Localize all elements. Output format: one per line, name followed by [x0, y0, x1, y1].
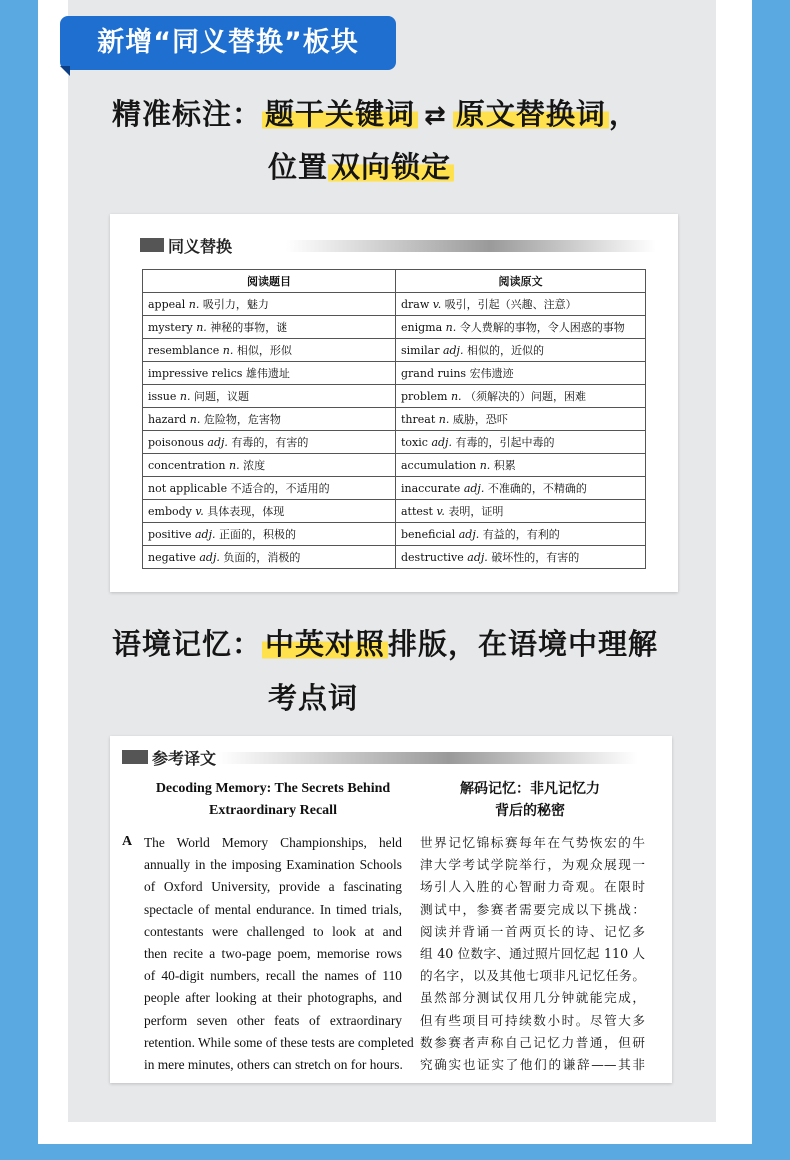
- synonym-row: [143, 362, 646, 385]
- translation-card-title-text: 参考译文: [152, 748, 217, 768]
- term-word: poisonous: [148, 436, 204, 449]
- part-of-speech: v.: [436, 505, 445, 518]
- chinese-title-line: 解码记忆：非凡记忆力: [460, 781, 600, 797]
- chinese-meaning: 浓度: [243, 459, 266, 472]
- synonym-row: [143, 477, 646, 500]
- english-text-line: retention. While some of these tests are completed: [144, 1034, 414, 1050]
- english-text-line: perform seven other feats of extraordinary: [144, 1012, 402, 1028]
- term-word: draw: [401, 298, 430, 311]
- title-gradient-bar: [218, 752, 638, 764]
- header-question: 阅读题目: [143, 270, 396, 293]
- synonym-card-title: [140, 234, 232, 256]
- feature-heading-2: [112, 622, 658, 663]
- chinese-article-title: [410, 778, 650, 822]
- chinese-meaning: 表明，证明: [448, 505, 504, 518]
- chinese-text-line: 场引人入胜的心智耐力奇观。在限时: [420, 879, 645, 895]
- question-term-cell: [143, 477, 396, 500]
- question-term-cell: [143, 293, 396, 316]
- chinese-text-line: 阅读并背诵一首两页长的诗、记忆多: [420, 923, 645, 939]
- passage-term-cell: [396, 431, 646, 454]
- passage-term-cell: [396, 500, 646, 523]
- term-word: problem: [401, 390, 448, 403]
- heading-2-prefix: 语境记忆：: [112, 627, 263, 661]
- chinese-text-line: 虽然部分测试仅用几分钟就能完成，: [420, 990, 645, 1006]
- heading-2-highlight: 中英对照: [262, 627, 388, 661]
- chinese-meaning: 神秘的事物，谜: [210, 321, 288, 334]
- part-of-speech: n.: [229, 459, 240, 472]
- chinese-meaning: 令人费解的事物，令人困惑的事物: [459, 321, 625, 334]
- term-word: issue: [148, 390, 177, 403]
- chinese-meaning: 有毒的，引起中毒的: [455, 436, 555, 449]
- synonym-row: [143, 339, 646, 362]
- part-of-speech: n.: [479, 459, 491, 472]
- synonym-row: [143, 523, 646, 546]
- part-of-speech: n.: [179, 390, 191, 403]
- question-term-cell: [143, 546, 396, 569]
- synonym-row: [143, 454, 646, 477]
- synonym-row: [143, 316, 646, 339]
- english-text-line: people after looking at their photographs, and: [144, 990, 402, 1006]
- chinese-meaning: 不适合的，不适用的: [230, 482, 330, 495]
- term-word: destructive: [401, 551, 464, 564]
- synonym-table: [142, 269, 646, 569]
- heading-1-highlight-a: 题干关键词: [262, 97, 418, 131]
- part-of-speech: adj.: [431, 436, 452, 449]
- chinese-text-line: 津大学考试学院举行，为观众展现一: [420, 857, 645, 873]
- swap-arrows-icon: ⇄: [424, 101, 447, 131]
- synonym-row: [143, 408, 646, 431]
- tag-fold: [60, 66, 70, 76]
- chinese-meaning: 吸引，引起（兴趣、注意）: [444, 298, 577, 311]
- synonym-row: [143, 293, 646, 316]
- chinese-text-line: 数参赛者声称自己记忆力普通，但研: [420, 1034, 645, 1050]
- term-word: attest: [401, 505, 433, 518]
- term-word: negative: [148, 551, 196, 564]
- term-word: embody: [148, 505, 192, 518]
- part-of-speech: v.: [195, 505, 204, 518]
- part-of-speech: n.: [438, 413, 450, 426]
- part-of-speech: n.: [222, 344, 234, 357]
- passage-term-cell: [396, 454, 646, 477]
- passage-term-cell: [396, 546, 646, 569]
- part-of-speech: adj.: [195, 528, 216, 541]
- term-word: resemblance: [148, 344, 220, 357]
- term-word: inaccurate: [401, 482, 461, 495]
- passage-term-cell: [396, 362, 646, 385]
- heading-1-suffix: ，: [608, 97, 639, 131]
- english-text-line: The World Memory Championships, held: [144, 835, 402, 850]
- chinese-meaning: （须解决的）问题，困难: [465, 390, 587, 403]
- chinese-meaning: 有毒的，有害的: [231, 436, 309, 449]
- english-article-title: [128, 778, 418, 822]
- term-word: hazard: [148, 413, 187, 426]
- part-of-speech: adj.: [199, 551, 220, 564]
- part-of-speech: n.: [196, 321, 207, 334]
- term-word: appeal: [148, 298, 186, 311]
- passage-term-cell: [396, 523, 646, 546]
- part-of-speech: n.: [445, 321, 457, 334]
- feature-heading-2-line2: 考点词: [268, 681, 359, 715]
- english-text-line: of Oxford University, provide a fascinating: [144, 879, 402, 895]
- term-word: threat: [401, 413, 436, 426]
- title-block-icon: [140, 238, 164, 252]
- question-term-cell: [143, 316, 396, 339]
- heading-1-highlight-b: 原文替换词: [453, 97, 609, 131]
- chinese-text-line: 但有些项目可持续数小时。尽管大多: [420, 1012, 645, 1028]
- question-term-cell: [143, 362, 396, 385]
- term-word: grand ruins: [401, 367, 467, 380]
- chinese-meaning: 相似的，近似的: [466, 344, 544, 357]
- synonym-card-title-text: 同义替换: [168, 236, 233, 256]
- passage-term-cell: [396, 293, 646, 316]
- synonym-row: [143, 385, 646, 408]
- title-gradient-bar: [286, 240, 656, 252]
- synonym-row: [143, 431, 646, 454]
- english-text-line: of 40-digit numbers, recall the names of 110: [144, 968, 402, 984]
- passage-term-cell: [396, 339, 646, 362]
- part-of-speech: adj.: [442, 344, 464, 357]
- paragraph-label: A: [122, 834, 133, 849]
- question-term-cell: [143, 385, 396, 408]
- chinese-meaning: 具体表现，体现: [207, 505, 285, 518]
- chinese-text-line: 究确实也证实了他们的谦辞——其非: [420, 1057, 645, 1072]
- chinese-meaning: 不准确的，不精确的: [487, 482, 587, 495]
- chinese-text-line: 的名字，以及其他七项非凡记忆任务。: [420, 968, 645, 984]
- chinese-meaning: 有益的，有利的: [482, 528, 560, 541]
- feature-heading-1: [112, 92, 639, 133]
- part-of-speech: adj.: [463, 482, 485, 495]
- term-word: impressive relics: [148, 367, 243, 380]
- term-word: concentration: [148, 459, 226, 472]
- translation-card-title: [122, 746, 216, 768]
- question-term-cell: [143, 431, 396, 454]
- term-word: enigma: [401, 321, 443, 334]
- chinese-text-line: 组 40 位数字、通过照片回忆起 110 人: [420, 946, 645, 961]
- term-word: positive: [148, 528, 192, 541]
- question-term-cell: [143, 500, 396, 523]
- title-block-icon: [122, 750, 148, 764]
- heading-1-line2-highlight: 双向锁定: [328, 150, 454, 184]
- translation-card: [110, 736, 672, 1083]
- part-of-speech: adj.: [207, 436, 228, 449]
- heading-1-line2-plain: 位置: [268, 150, 329, 184]
- part-of-speech: n.: [188, 298, 200, 311]
- part-of-speech: v.: [432, 298, 442, 311]
- heading-1-prefix: 精准标注：: [112, 97, 263, 131]
- english-text-line: contestants were challenged to look at and: [144, 923, 402, 939]
- part-of-speech: n.: [450, 390, 462, 403]
- english-text-line: spectacle of mental endurance. In timed trials,: [144, 901, 402, 917]
- chinese-meaning: 威胁，恐吓: [452, 413, 508, 426]
- chinese-meaning: 破坏性的，有害的: [491, 551, 580, 564]
- term-word: mystery: [148, 321, 193, 334]
- synonym-table-card: [110, 214, 678, 592]
- question-term-cell: [143, 408, 396, 431]
- part-of-speech: adj.: [458, 528, 480, 541]
- chinese-meaning: 积累: [493, 459, 516, 472]
- heading-2-rest: 排版，在语境中理解: [388, 627, 659, 661]
- chinese-text-line: 测试中，参赛者需要完成以下挑战：: [420, 901, 645, 917]
- english-text-line: annually in the imposing Examination Schools: [144, 857, 402, 873]
- english-title-line: Extraordinary Recall: [209, 803, 337, 818]
- english-title-line: Decoding Memory: The Secrets Behind: [155, 781, 391, 796]
- chinese-meaning: 问题，议题: [194, 390, 249, 403]
- term-word: not applicable: [148, 482, 228, 495]
- feature-heading-1-line2: [268, 145, 454, 186]
- synonym-table-header: [143, 270, 646, 293]
- chinese-meaning: 正面的，积极的: [219, 528, 297, 541]
- passage-term-cell: [396, 477, 646, 500]
- term-word: similar: [401, 344, 440, 357]
- question-term-cell: [143, 523, 396, 546]
- header-passage: 阅读原文: [396, 270, 646, 293]
- chinese-meaning: 吸引力，魅力: [202, 298, 269, 311]
- question-term-cell: [143, 454, 396, 477]
- section-tag: 新增“同义替换”板块: [60, 16, 396, 70]
- chinese-meaning: 负面的，消极的: [223, 551, 301, 564]
- part-of-speech: n.: [189, 413, 201, 426]
- term-word: accumulation: [401, 459, 477, 472]
- passage-term-cell: [396, 408, 646, 431]
- part-of-speech: adj.: [467, 551, 488, 564]
- question-term-cell: [143, 339, 396, 362]
- term-word: beneficial: [401, 528, 456, 541]
- passage-term-cell: [396, 316, 646, 339]
- passage-term-cell: [396, 385, 646, 408]
- chinese-meaning: 宏伟遗迹: [469, 367, 514, 380]
- english-text-line: in mere minutes, others can stretch on for hours.: [144, 1057, 403, 1072]
- chinese-meaning: 雄伟遗址: [245, 367, 290, 380]
- synonym-row: [143, 546, 646, 569]
- chinese-text-line: 世界记忆锦标赛每年在气势恢宏的牛: [420, 835, 645, 850]
- term-word: toxic: [401, 436, 428, 449]
- chinese-meaning: 危险物，危害物: [203, 413, 281, 426]
- english-text-line: then recite a two-page poem, memorise rows: [144, 946, 402, 961]
- chinese-meaning: 相似，形似: [236, 344, 292, 357]
- chinese-title-line: 背后的秘密: [495, 803, 565, 819]
- synonym-row: [143, 500, 646, 523]
